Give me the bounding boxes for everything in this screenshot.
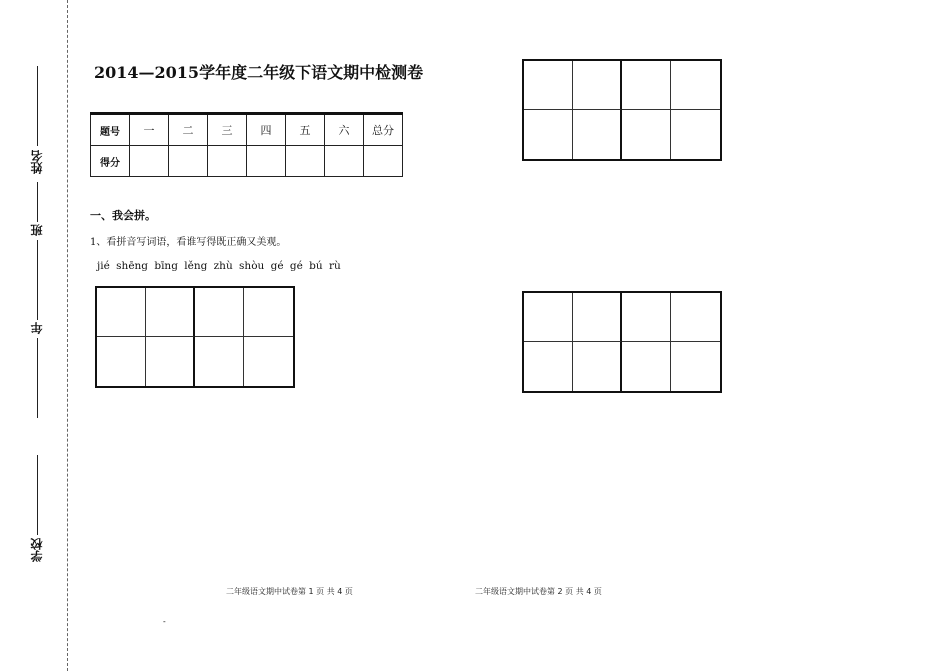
- class-label: 班: [30, 224, 44, 236]
- score-blank-cell[interactable]: [169, 146, 208, 177]
- binding-margin-line: [67, 0, 68, 671]
- stray-mark: -: [163, 617, 166, 626]
- exam-title: 2014—2015学年度二年级下语文期中检测卷: [94, 63, 424, 82]
- grade-blank-line-top: [37, 240, 38, 320]
- score-blank-cell[interactable]: [364, 146, 403, 177]
- name-label: 姓名: [30, 150, 44, 174]
- score-blank-cell[interactable]: [208, 146, 247, 177]
- section-title: 一、我会拼。: [90, 209, 156, 222]
- class-blank-line-top: [37, 182, 38, 222]
- writing-grid[interactable]: [522, 291, 722, 393]
- score-header-cell: 五: [286, 114, 325, 146]
- score-header-cell: 四: [247, 114, 286, 146]
- score-header-cell: 一: [130, 114, 169, 146]
- score-table-header-row: [91, 114, 403, 146]
- score-header-cell: 二: [169, 114, 208, 146]
- grade-label: 年: [30, 322, 44, 334]
- score-blank-cell[interactable]: [286, 146, 325, 177]
- score-header-cell: 三: [208, 114, 247, 146]
- page-footer-left: 二年级语文期中试卷第 1 页 共 4 页: [226, 587, 353, 596]
- score-header-cell: 六: [325, 114, 364, 146]
- writing-grid[interactable]: [522, 59, 722, 161]
- pinyin-line: jié shēng bīng lěng zhù shòu gé gé bú rù: [97, 260, 341, 272]
- writing-grid[interactable]: [95, 286, 295, 388]
- grade-blank-line-bottom: [37, 338, 38, 418]
- score-header-cell: 题号: [91, 114, 130, 146]
- score-row-label: 得分: [91, 146, 130, 177]
- school-blank-line: [37, 455, 38, 535]
- score-blank-cell[interactable]: [247, 146, 286, 177]
- score-blank-cell[interactable]: [130, 146, 169, 177]
- score-table: [90, 112, 403, 177]
- question-text: 1、看拼音写词语，看谁写得既正确又美观。: [90, 237, 287, 248]
- score-header-cell: 总分: [364, 114, 403, 146]
- score-table-score-row: [91, 146, 403, 177]
- school-label: 学校: [30, 538, 44, 562]
- score-blank-cell[interactable]: [325, 146, 364, 177]
- name-blank-line: [37, 66, 38, 146]
- page-footer-right: 二年级语文期中试卷第 2 页 共 4 页: [475, 587, 602, 596]
